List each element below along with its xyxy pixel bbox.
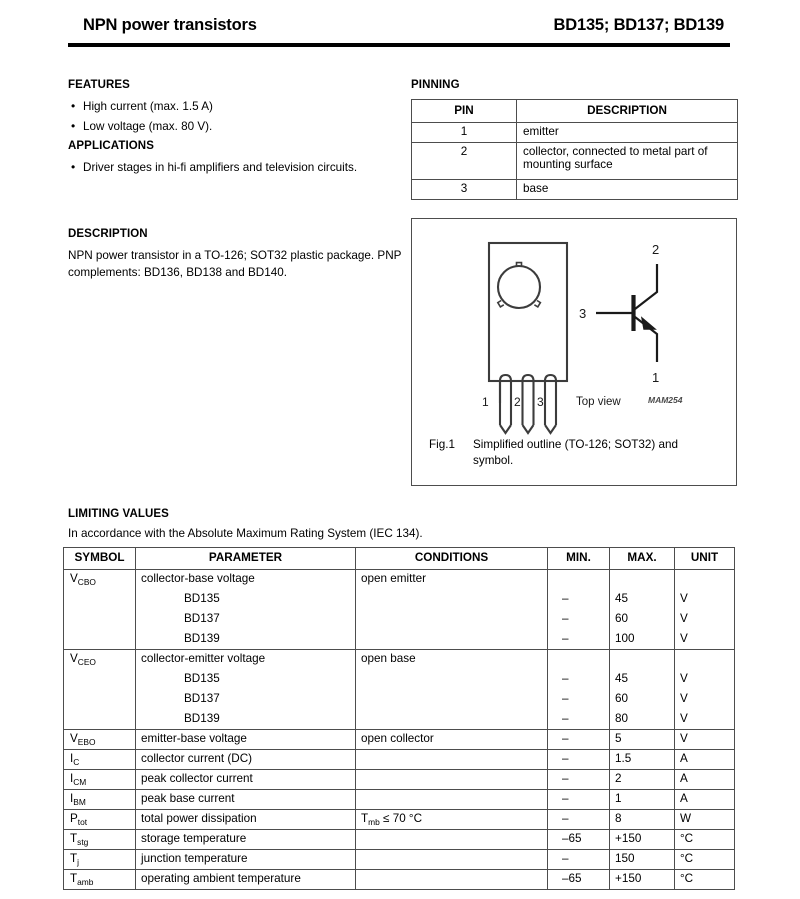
symbol-subscript: j — [77, 856, 80, 867]
header-divider — [68, 43, 730, 47]
cell-min: – — [548, 690, 610, 710]
cell-symbol: $T_j$ — [64, 850, 136, 870]
table-row — [64, 770, 735, 790]
cell-unit: V — [675, 690, 735, 710]
cell-conditions: open base — [356, 650, 548, 670]
table-header-row — [412, 100, 738, 123]
condition-subscript: mb — [368, 816, 380, 827]
cell-min: –65 — [548, 830, 610, 850]
limiting-values-table — [63, 547, 735, 890]
cell-conditions — [356, 850, 548, 870]
applications-heading: APPLICATIONS — [68, 140, 154, 152]
table-row — [412, 180, 738, 200]
outline-label-pin2: 2 — [514, 395, 521, 409]
cell-max: 2 — [610, 770, 675, 790]
figure-box — [411, 218, 737, 486]
cell-unit: A — [675, 770, 735, 790]
cell-parameter: operating ambient temperature — [136, 870, 356, 890]
pin-description: base — [517, 180, 738, 200]
figure-caption-text: Simplified outline (TO-126; SOT32) and symbol. — [473, 438, 679, 467]
cell-max: +150 — [610, 830, 675, 850]
symbol-subscript: amb — [77, 876, 94, 887]
cell-unit: V — [675, 710, 735, 730]
cell-parameter: collector current (DC) — [136, 750, 356, 770]
cell-parameter: peak collector current — [136, 770, 356, 790]
cell-symbol: $I_{CM}$ — [64, 770, 136, 790]
cell-max: +150 — [610, 870, 675, 890]
table-row — [412, 143, 738, 180]
page-header — [68, 16, 730, 56]
symbol-subscript: stg — [77, 836, 89, 847]
lead-3-outline-right — [545, 375, 556, 425]
pin-number: 3 — [412, 180, 517, 200]
cell-conditions — [356, 750, 548, 770]
lead-1-outline-right — [500, 375, 511, 425]
cell-min: –65 — [548, 870, 610, 890]
cell-parameter: BD135 — [136, 670, 356, 690]
table-row — [64, 610, 735, 630]
cell-symbol — [64, 670, 136, 690]
cell-unit: V — [675, 670, 735, 690]
pin-number: 2 — [412, 143, 517, 180]
package-body-rect — [489, 243, 567, 381]
pinning-heading: PINNING — [411, 79, 460, 91]
column-header-max: MAX. — [610, 548, 675, 570]
table-row — [64, 590, 735, 610]
table-row — [64, 830, 735, 850]
mounting-hole-circle — [498, 266, 540, 308]
cell-parameter: BD139 — [136, 710, 356, 730]
column-header-symbol: SYMBOL — [64, 548, 136, 570]
table-row — [64, 690, 735, 710]
cell-symbol: $T_{stg}$ — [64, 830, 136, 850]
symbol-subscript: tot — [77, 816, 88, 827]
cell-conditions — [356, 630, 548, 650]
table-row — [64, 750, 735, 770]
figure-label: Fig.1 — [429, 438, 455, 451]
cell-parameter: BD137 — [136, 690, 356, 710]
cell-symbol — [64, 710, 136, 730]
top-view-label: Top view — [576, 396, 621, 408]
table-row — [64, 850, 735, 870]
lead-2-outline-right — [523, 375, 534, 425]
cell-unit: W — [675, 810, 735, 830]
cell-min: – — [548, 730, 610, 750]
column-header-conditions: CONDITIONS — [356, 548, 548, 570]
symbol-subscript: BM — [73, 796, 86, 807]
cell-unit: V — [675, 630, 735, 650]
symbol-subscript: C — [73, 756, 80, 767]
cell-min: – — [548, 850, 610, 870]
pin-number: 1 — [412, 123, 517, 143]
package-outline-and-symbol-drawing — [412, 219, 736, 435]
column-header-unit: UNIT — [675, 548, 735, 570]
drawing-code: MAM254 — [648, 395, 683, 405]
outline-label-pin1: 1 — [482, 395, 489, 409]
cell-symbol — [64, 610, 136, 630]
table-header-row — [64, 548, 735, 570]
figure-caption — [429, 437, 729, 469]
limiting-values-body — [64, 570, 735, 890]
cell-min: – — [548, 750, 610, 770]
symbol-subscript: CEO — [77, 656, 96, 667]
cell-unit: A — [675, 790, 735, 810]
cell-min: – — [548, 590, 610, 610]
description-heading: DESCRIPTION — [68, 228, 148, 240]
column-header-parameter: PARAMETER — [136, 548, 356, 570]
cell-unit: °C — [675, 850, 735, 870]
cell-max: 80 — [610, 710, 675, 730]
symbol-emitter-arrow — [642, 318, 655, 329]
table-row — [64, 790, 735, 810]
cell-unit: V — [675, 610, 735, 630]
cell-conditions — [356, 710, 548, 730]
limiting-values-subtitle: In accordance with the Absolute Maximum Rating System (IEC 134). — [68, 527, 423, 540]
symbol-label-emitter: 1 — [652, 370, 660, 385]
cell-symbol — [64, 630, 136, 650]
column-header-description: DESCRIPTION — [517, 100, 738, 123]
limiting-values-heading: LIMITING VALUES — [68, 508, 169, 520]
cell-symbol: $V_{EBO}$ — [64, 730, 136, 750]
cell-parameter: BD135 — [136, 590, 356, 610]
cell-symbol — [64, 590, 136, 610]
column-header-min: MIN. — [548, 548, 610, 570]
cell-unit — [675, 570, 735, 590]
symbol-label-collector: 2 — [652, 242, 660, 257]
cell-unit — [675, 650, 735, 670]
table-row — [64, 710, 735, 730]
cell-min: – — [548, 710, 610, 730]
cell-conditions — [356, 690, 548, 710]
cell-min: – — [548, 630, 610, 650]
cell-max: 100 — [610, 630, 675, 650]
cell-min: – — [548, 790, 610, 810]
cell-unit: V — [675, 730, 735, 750]
cell-min: – — [548, 670, 610, 690]
cell-parameter: storage temperature — [136, 830, 356, 850]
cell-unit: °C — [675, 830, 735, 850]
cell-max: 1 — [610, 790, 675, 810]
cell-symbol: $T_{amb}$ — [64, 870, 136, 890]
cell-unit: °C — [675, 870, 735, 890]
cell-parameter: BD139 — [136, 630, 356, 650]
table-row — [64, 730, 735, 750]
column-header-pin: PIN — [412, 100, 517, 123]
symbol-collector-lead — [635, 264, 657, 309]
cell-conditions — [356, 790, 548, 810]
cell-unit: V — [675, 590, 735, 610]
cell-min: – — [548, 610, 610, 630]
table-row — [64, 570, 735, 590]
lead-2-tip — [523, 425, 534, 433]
cell-conditions — [356, 670, 548, 690]
cell-unit: A — [675, 750, 735, 770]
description-text: NPN power transistor in a TO-126; SOT32 plastic package. PNP complements: BD136, BD138 and BD140. — [68, 249, 402, 279]
pinning-table — [411, 99, 738, 200]
table-row — [64, 650, 735, 670]
cell-parameter: junction temperature — [136, 850, 356, 870]
cell-conditions: open collector — [356, 730, 548, 750]
cell-min — [548, 650, 610, 670]
page-title: NPN power transistors — [83, 16, 257, 34]
cell-min: – — [548, 770, 610, 790]
cell-parameter: emitter-base voltage — [136, 730, 356, 750]
cell-parameter: peak base current — [136, 790, 356, 810]
cell-conditions — [356, 770, 548, 790]
cell-symbol — [64, 690, 136, 710]
cell-parameter: total power dissipation — [136, 810, 356, 830]
cell-conditions — [356, 870, 548, 890]
cell-max: 45 — [610, 670, 675, 690]
symbol-subscript: CBO — [77, 576, 96, 587]
table-row — [64, 630, 735, 650]
applications-list — [68, 158, 408, 178]
table-row — [412, 123, 738, 143]
cell-symbol: $V_{CEO}$ — [64, 650, 136, 670]
features-heading: FEATURES — [68, 79, 130, 91]
cell-max — [610, 650, 675, 670]
cell-conditions: open emitter — [356, 570, 548, 590]
features-list — [68, 97, 398, 137]
cell-max — [610, 570, 675, 590]
symbol-subscript: EBO — [77, 736, 96, 747]
cell-symbol: $I_{BM}$ — [64, 790, 136, 810]
cell-conditions — [356, 610, 548, 630]
list-item: • Driver stages in hi-fi amplifiers and television circuits. — [68, 158, 408, 178]
cell-conditions: $T_{mb} \le 70$ °C — [356, 810, 548, 830]
cell-max: 60 — [610, 690, 675, 710]
cell-min — [548, 570, 610, 590]
table-row — [64, 810, 735, 830]
cell-symbol: $V_{CBO}$ — [64, 570, 136, 590]
cell-conditions — [356, 830, 548, 850]
cell-max: 1.5 — [610, 750, 675, 770]
cell-max: 5 — [610, 730, 675, 750]
cell-max: 150 — [610, 850, 675, 870]
symbol-label-base: 3 — [579, 306, 587, 321]
lead-1-tip — [500, 425, 511, 433]
part-numbers: BD135; BD137; BD139 — [553, 16, 724, 34]
pin-description: collector, connected to metal part of mounting surface — [517, 143, 738, 180]
cell-max: 8 — [610, 810, 675, 830]
cell-max: 45 — [610, 590, 675, 610]
list-item: • High current (max. 1.5 A) — [68, 97, 398, 117]
cell-conditions — [356, 590, 548, 610]
list-item: • Low voltage (max. 80 V). — [68, 117, 398, 137]
cell-symbol: $P_{tot}$ — [64, 810, 136, 830]
cell-max: 60 — [610, 610, 675, 630]
cell-symbol: $I_C$ — [64, 750, 136, 770]
table-row — [64, 670, 735, 690]
cell-min: – — [548, 810, 610, 830]
outline-label-pin3: 3 — [537, 395, 544, 409]
cell-parameter: collector-base voltage — [136, 570, 356, 590]
pin-description: emitter — [517, 123, 738, 143]
lead-3-tip — [545, 425, 556, 433]
symbol-subscript: CM — [73, 776, 87, 787]
table-row — [64, 870, 735, 890]
cell-parameter: collector-emitter voltage — [136, 650, 356, 670]
cell-parameter: BD137 — [136, 610, 356, 630]
